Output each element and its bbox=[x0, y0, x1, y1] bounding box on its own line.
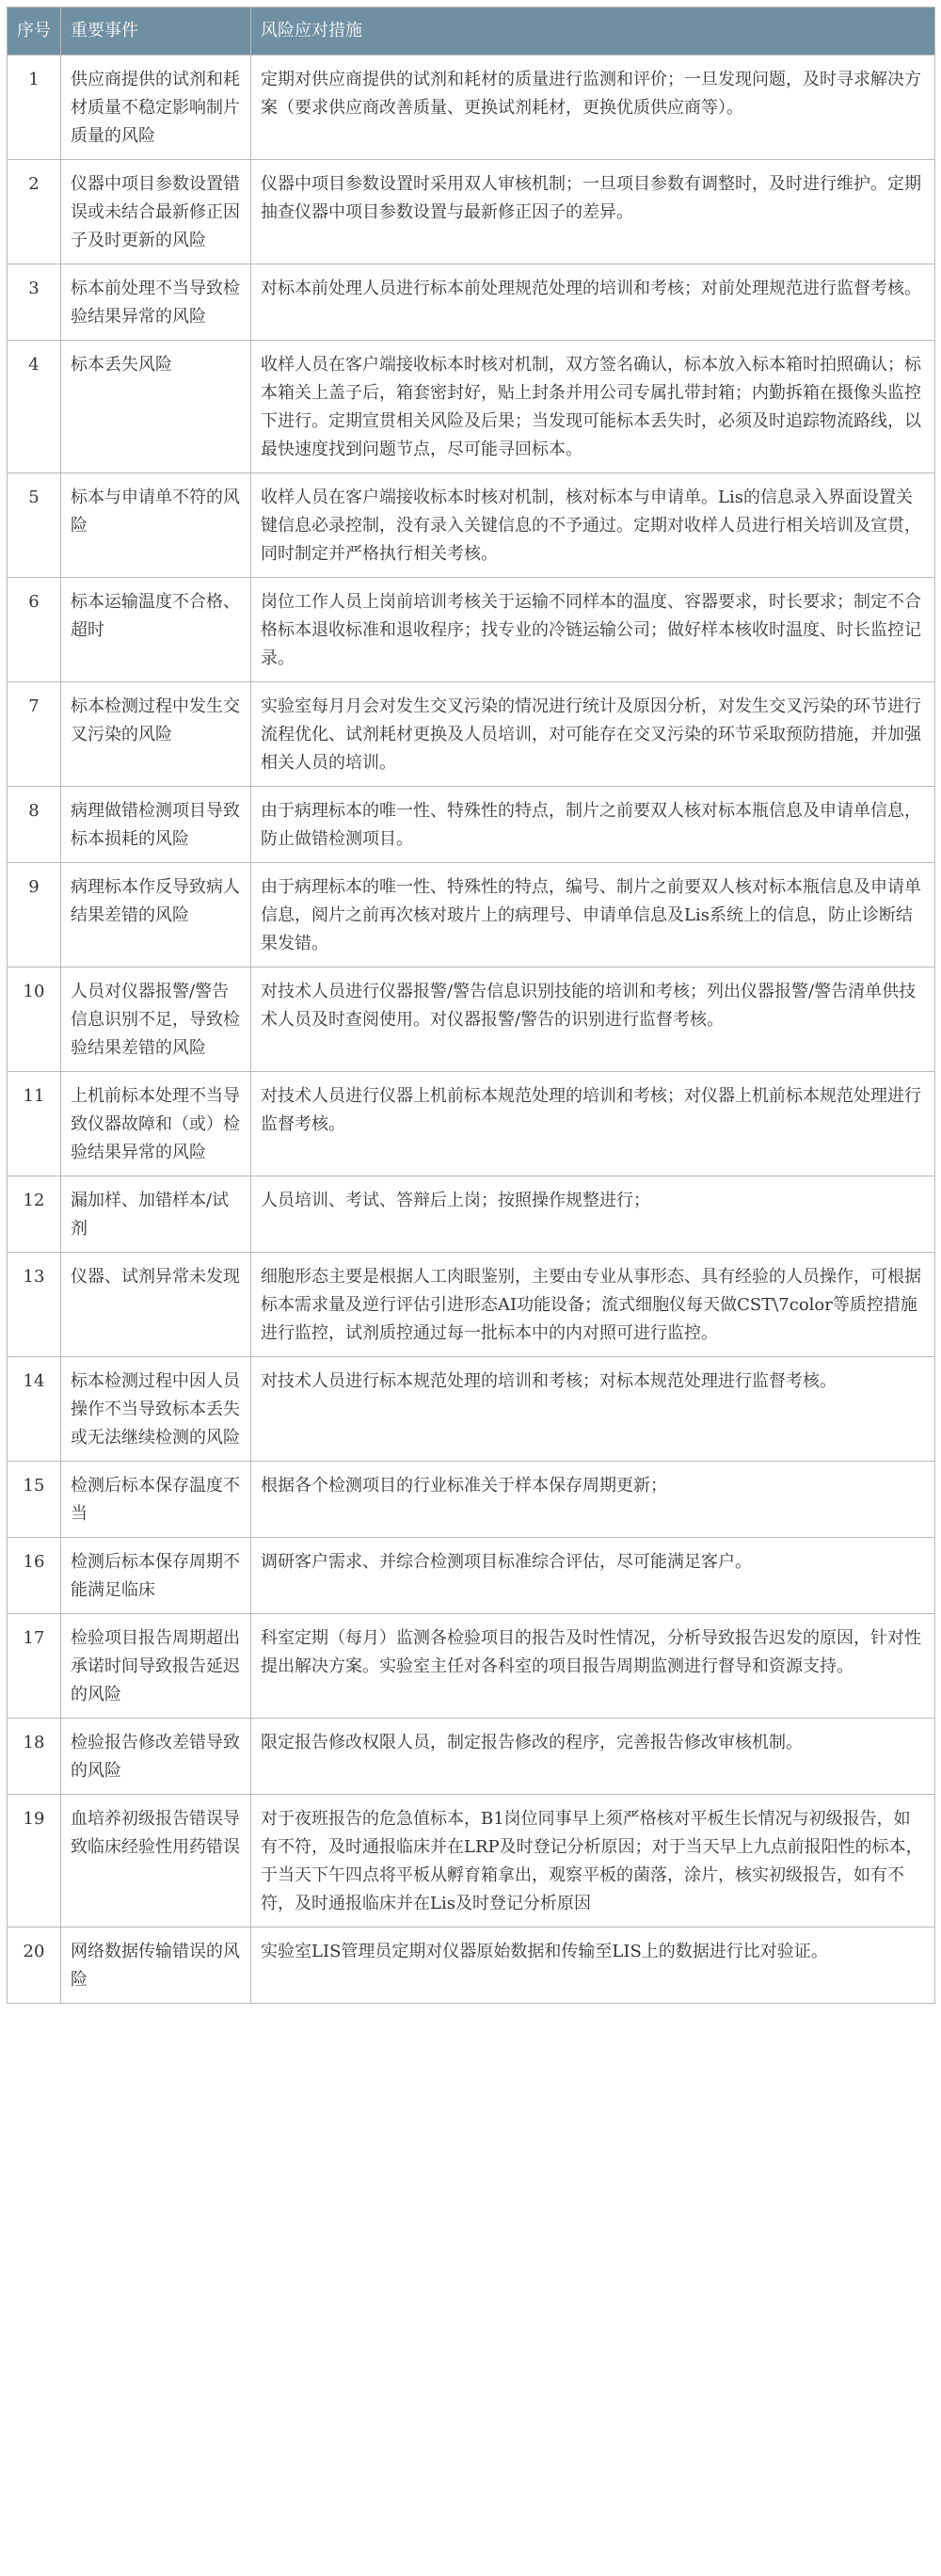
table-row bbox=[8, 341, 935, 473]
table-row bbox=[8, 1462, 935, 1538]
cell-event: 检验报告修改差错导致的风险 bbox=[61, 1719, 251, 1795]
table-row bbox=[8, 1072, 935, 1176]
cell-event: 人员对仪器报警/警告信息识别不足，导致检验结果差错的风险 bbox=[61, 968, 251, 1072]
cell-event: 仪器、试剂异常未发现 bbox=[61, 1253, 251, 1357]
cell-index: 12 bbox=[8, 1176, 61, 1253]
cell-measure: 岗位工作人员上岗前培训考核关于运输不同样本的温度、容器要求，时长要求；制定不合格标本退收标准和退收程序；找专业的冷链运输公司；做好样本核收时温度、时长监控记录。 bbox=[251, 578, 935, 682]
cell-measure: 对技术人员进行仪器上机前标本规范处理的培训和考核；对仪器上机前标本规范处理进行监督考核。 bbox=[251, 1072, 935, 1176]
cell-index: 3 bbox=[8, 264, 61, 341]
cell-measure: 科室定期（每月）监测各检验项目的报告及时性情况，分析导致报告迟发的原因，针对性提出解决方案。实验室主任对各科室的项目报告周期监测进行督导和资源支持。 bbox=[251, 1614, 935, 1719]
table-row bbox=[8, 863, 935, 968]
table-row bbox=[8, 1538, 935, 1614]
cell-event: 漏加样、加错样本/试剂 bbox=[61, 1176, 251, 1253]
cell-index: 16 bbox=[8, 1538, 61, 1614]
table-row bbox=[8, 473, 935, 578]
cell-measure: 根据各个检测项目的行业标准关于样本保存周期更新； bbox=[251, 1462, 935, 1538]
table-row bbox=[8, 56, 935, 160]
cell-index: 20 bbox=[8, 1928, 61, 2004]
table-row bbox=[8, 264, 935, 341]
cell-event: 标本检测过程中发生交叉污染的风险 bbox=[61, 682, 251, 787]
cell-measure: 由于病理标本的唯一性、特殊性的特点，编号、制片之前要双人核对标本瓶信息及申请单信息，阅片之前再次核对玻片上的病理号、申请单信息及Lis系统上的信息，防止诊断结果发错。 bbox=[251, 863, 935, 968]
cell-event: 检验项目报告周期超出承诺时间导致报告延迟的风险 bbox=[61, 1614, 251, 1719]
cell-measure: 限定报告修改权限人员，制定报告修改的程序，完善报告修改审核机制。 bbox=[251, 1719, 935, 1795]
table-row bbox=[8, 968, 935, 1072]
cell-event: 检测后标本保存温度不当 bbox=[61, 1462, 251, 1538]
cell-measure: 人员培训、考试、答辩后上岗；按照操作规整进行； bbox=[251, 1176, 935, 1253]
table-row bbox=[8, 1928, 935, 2004]
header-measure: 风险应对措施 bbox=[251, 8, 935, 56]
table-row bbox=[8, 1719, 935, 1795]
cell-index: 15 bbox=[8, 1462, 61, 1538]
cell-measure: 调研客户需求、并综合检测项目标准综合评估，尽可能满足客户。 bbox=[251, 1538, 935, 1614]
table-row bbox=[8, 787, 935, 863]
cell-index: 10 bbox=[8, 968, 61, 1072]
cell-event: 上机前标本处理不当导致仪器故障和（或）检验结果异常的风险 bbox=[61, 1072, 251, 1176]
header-event: 重要事件 bbox=[61, 8, 251, 56]
table-header-row bbox=[8, 8, 935, 56]
cell-index: 2 bbox=[8, 160, 61, 264]
table-row bbox=[8, 1795, 935, 1928]
cell-index: 9 bbox=[8, 863, 61, 968]
cell-event: 网络数据传输错误的风险 bbox=[61, 1928, 251, 2004]
table-row bbox=[8, 682, 935, 787]
cell-event: 标本前处理不当导致检验结果异常的风险 bbox=[61, 264, 251, 341]
table-row bbox=[8, 1614, 935, 1719]
cell-event: 标本检测过程中因人员操作不当导致标本丢失或无法继续检测的风险 bbox=[61, 1357, 251, 1462]
cell-index: 4 bbox=[8, 341, 61, 473]
cell-measure: 由于病理标本的唯一性、特殊性的特点，制片之前要双人核对标本瓶信息及申请单信息，防止做错检测项目。 bbox=[251, 787, 935, 863]
cell-event: 病理标本作反导致病人结果差错的风险 bbox=[61, 863, 251, 968]
cell-event: 病理做错检测项目导致标本损耗的风险 bbox=[61, 787, 251, 863]
cell-event: 标本丢失风险 bbox=[61, 341, 251, 473]
cell-measure: 实验室每月月会对发生交叉污染的情况进行统计及原因分析，对发生交叉污染的环节进行流程优化、试剂耗材更换及人员培训，对可能存在交叉污染的环节采取预防措施，并加强相关人员的培训。 bbox=[251, 682, 935, 787]
cell-event: 检测后标本保存周期不能满足临床 bbox=[61, 1538, 251, 1614]
cell-index: 18 bbox=[8, 1719, 61, 1795]
table-row bbox=[8, 160, 935, 264]
cell-index: 6 bbox=[8, 578, 61, 682]
cell-measure: 对于夜班报告的危急值标本，B1岗位同事早上须严格核对平板生长情况与初级报告，如有不符，及时通报临床并在LRP及时登记分析原因；对于当天早上九点前报阳性的标本，于当天下午四点将平板从孵育箱拿出，观察平板的菌落，涂片，核实初级报告，如有不符，及时通报临床并在Lis及时登记分析原因 bbox=[251, 1795, 935, 1928]
table-row bbox=[8, 578, 935, 682]
cell-index: 7 bbox=[8, 682, 61, 787]
cell-index: 17 bbox=[8, 1614, 61, 1719]
cell-event: 标本运输温度不合格、超时 bbox=[61, 578, 251, 682]
cell-measure: 定期对供应商提供的试剂和耗材的质量进行监测和评价；一旦发现问题，及时寻求解决方案（要求供应商改善质量、更换试剂耗材，更换优质供应商等）。 bbox=[251, 56, 935, 160]
table-row bbox=[8, 1357, 935, 1462]
table-row bbox=[8, 1176, 935, 1253]
cell-index: 19 bbox=[8, 1795, 61, 1928]
table-body bbox=[8, 56, 935, 2004]
cell-measure: 对技术人员进行标本规范处理的培训和考核；对标本规范处理进行监督考核。 bbox=[251, 1357, 935, 1462]
cell-measure: 收样人员在客户端接收标本时核对机制，双方签名确认，标本放入标本箱时拍照确认；标本箱关上盖子后，箱套密封好，贴上封条并用公司专属扎带封箱；内勤拆箱在摄像头监控下进行。定期宣贯相关风险及后果；当发现可能标本丢失时，必须及时追踪物流路线，以最快速度找到问题节点，尽可能寻回标本。 bbox=[251, 341, 935, 473]
cell-event: 仪器中项目参数设置错误或未结合最新修正因子及时更新的风险 bbox=[61, 160, 251, 264]
cell-index: 14 bbox=[8, 1357, 61, 1462]
cell-index: 8 bbox=[8, 787, 61, 863]
cell-index: 13 bbox=[8, 1253, 61, 1357]
cell-measure: 实验室LIS管理员定期对仪器原始数据和传输至LIS上的数据进行比对验证。 bbox=[251, 1928, 935, 2004]
header-index: 序号 bbox=[8, 8, 61, 56]
cell-event: 供应商提供的试剂和耗材质量不稳定影响制片质量的风险 bbox=[61, 56, 251, 160]
cell-index: 1 bbox=[8, 56, 61, 160]
table-row bbox=[8, 1253, 935, 1357]
cell-measure: 收样人员在客户端接收标本时核对机制，核对标本与申请单。Lis的信息录入界面设置关键信息必录控制，没有录入关键信息的不予通过。定期对收样人员进行相关培训及宣贯，同时制定并严格执行相关考核。 bbox=[251, 473, 935, 578]
cell-index: 5 bbox=[8, 473, 61, 578]
cell-measure: 细胞形态主要是根据人工肉眼鉴别，主要由专业从事形态、具有经验的人员操作，可根据标本需求量及逆行评估引进形态AI功能设备；流式细胞仪每天做CST\7color等质控措施进行监控，试剂质控通过每一批标本中的内对照可进行监控。 bbox=[251, 1253, 935, 1357]
cell-measure: 仪器中项目参数设置时采用双人审核机制；一旦项目参数有调整时，及时进行维护。定期抽查仪器中项目参数设置与最新修正因子的差异。 bbox=[251, 160, 935, 264]
risk-measures-table bbox=[7, 7, 935, 2004]
cell-index: 11 bbox=[8, 1072, 61, 1176]
cell-event: 标本与申请单不符的风险 bbox=[61, 473, 251, 578]
cell-event: 血培养初级报告错误导致临床经验性用药错误 bbox=[61, 1795, 251, 1928]
cell-measure: 对标本前处理人员进行标本前处理规范处理的培训和考核；对前处理规范进行监督考核。 bbox=[251, 264, 935, 341]
cell-measure: 对技术人员进行仪器报警/警告信息识别技能的培训和考核；列出仪器报警/警告清单供技术人员及时查阅使用。对仪器报警/警告的识别进行监督考核。 bbox=[251, 968, 935, 1072]
